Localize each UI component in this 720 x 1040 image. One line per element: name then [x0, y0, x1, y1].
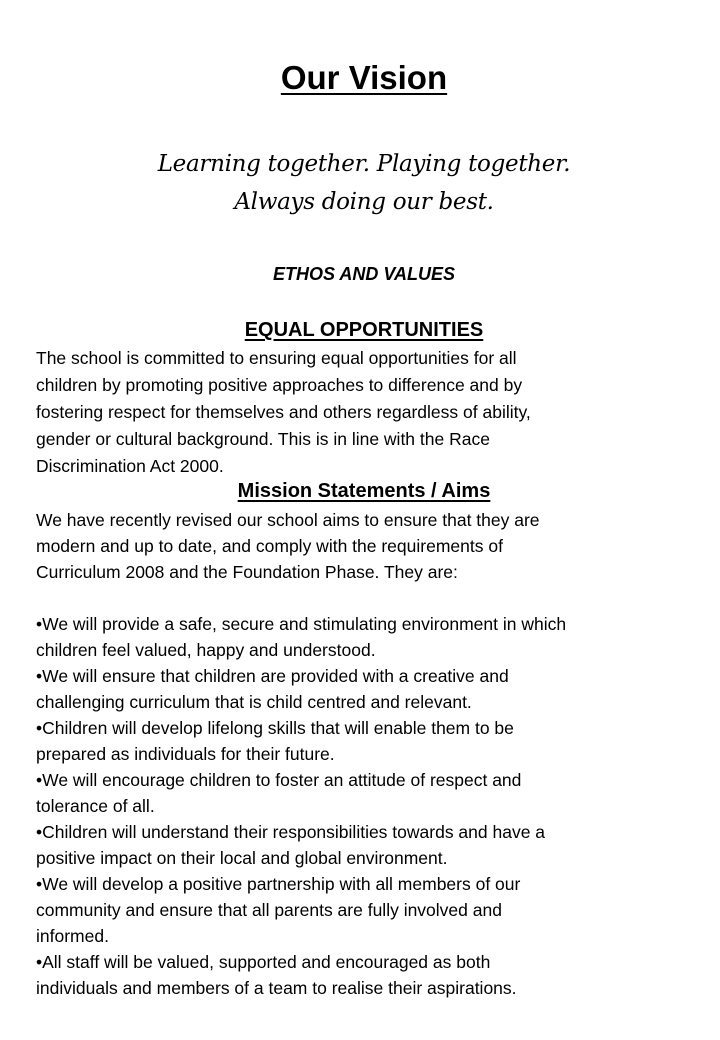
aim-line: •We will provide a safe, secure and stimulating environment in which — [36, 614, 567, 634]
aim-item — [36, 767, 692, 819]
aim-line: •We will develop a positive partnership with all members of our — [36, 874, 521, 894]
equal-opportunities-heading: EQUAL OPPORTUNITIES — [244, 319, 484, 341]
paragraph-line: Discrimination Act 2000. — [36, 456, 224, 476]
document-page — [36, 0, 692, 1040]
aim-line: individuals and members of a team to realise their aspirations. — [36, 978, 517, 998]
aim-line: positive impact on their local and global environment. — [36, 848, 448, 868]
motto-line: Always doing our best. — [234, 189, 494, 215]
aim-item — [36, 611, 692, 663]
aim-item — [36, 949, 692, 1001]
aim-line: •Children will develop lifelong skills that will enable them to be — [36, 718, 514, 738]
ethos-heading: ETHOS AND VALUES — [272, 264, 455, 284]
aim-item — [36, 663, 692, 715]
paragraph-line: children by promoting positive approaches to difference and by — [36, 375, 523, 395]
mission-intro-paragraph — [36, 507, 692, 585]
aim-line: children feel valued, happy and understood. — [36, 640, 376, 660]
page-title: Our Vision — [280, 59, 448, 96]
paragraph-line: The school is committed to ensuring equal opportunities for all — [36, 348, 517, 368]
paragraph-line: fostering respect for themselves and others regardless of ability, — [36, 402, 531, 422]
aim-item — [36, 819, 692, 871]
aims-list — [36, 611, 692, 1001]
motto-line: Learning together. Playing together. — [157, 151, 571, 177]
paragraph-line: modern and up to date, and comply with the requirements of — [36, 536, 503, 556]
mission-heading: Mission Statements / Aims — [237, 480, 491, 502]
aim-line: •Children will understand their responsibilities towards and have a — [36, 822, 546, 842]
aim-line: prepared as individuals for their future. — [36, 744, 335, 764]
aim-line: challenging curriculum that is child centred and relevant. — [36, 692, 472, 712]
motto — [36, 145, 692, 221]
aim-line: informed. — [36, 926, 109, 946]
aim-line: community and ensure that all parents are fully involved and — [36, 900, 502, 920]
aim-line: tolerance of all. — [36, 796, 155, 816]
paragraph-line: gender or cultural background. This is in line with the Race — [36, 429, 490, 449]
aim-line: •We will ensure that children are provided with a creative and — [36, 666, 509, 686]
paragraph-line: We have recently revised our school aims to ensure that they are — [36, 510, 540, 530]
aim-item — [36, 715, 692, 767]
paragraph-line: Curriculum 2008 and the Foundation Phase. They are: — [36, 562, 458, 582]
aim-line: •All staff will be valued, supported and encouraged as both — [36, 952, 491, 972]
equal-opportunities-paragraph — [36, 345, 692, 480]
aim-item — [36, 871, 692, 949]
aim-line: •We will encourage children to foster an attitude of respect and — [36, 770, 522, 790]
